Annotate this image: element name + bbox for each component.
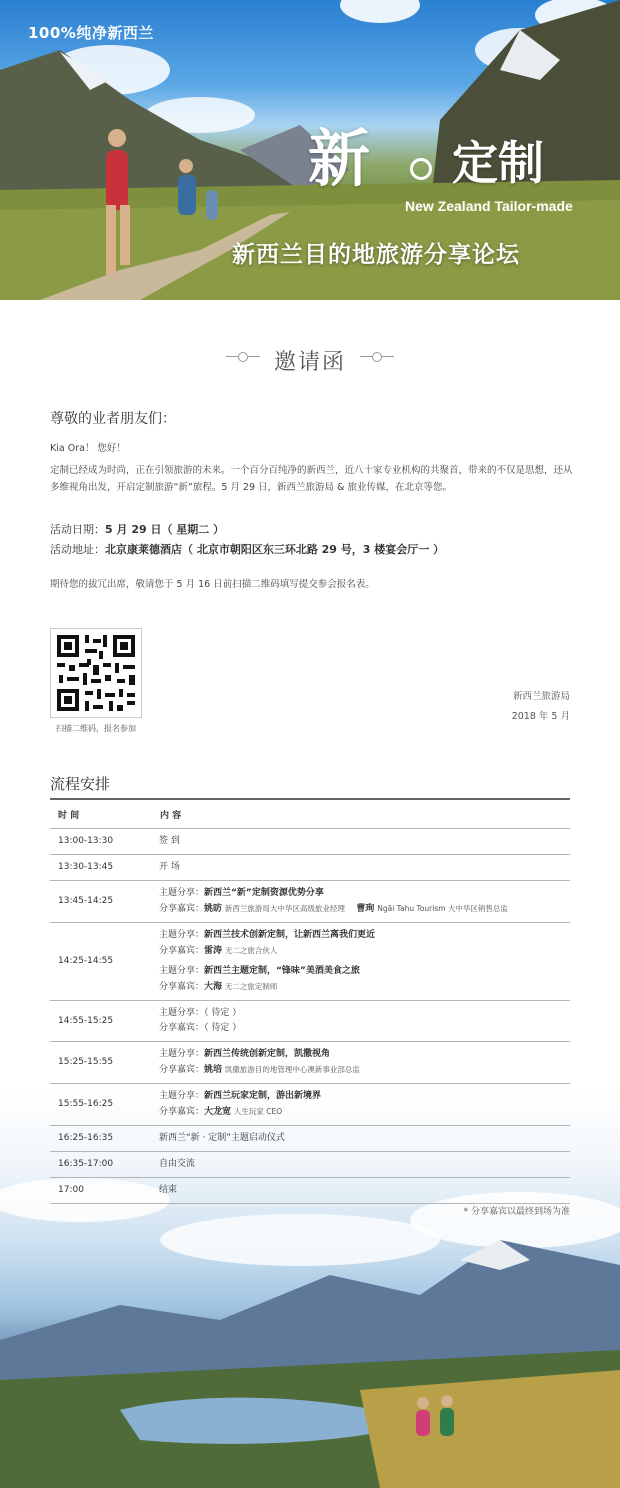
signature-date: 2018 年 5 月 [511, 711, 570, 722]
speaker-label: 分享嘉宾： [159, 982, 205, 992]
table-row [50, 1152, 570, 1178]
speaker-name: 大龙宽 [204, 1107, 232, 1117]
topic-label: 主题分享： [159, 1008, 205, 1018]
topic-title: 新西兰主题定制，“锋味”美酒美食之旅 [204, 966, 360, 976]
speaker-name: 雷涛 [204, 946, 223, 956]
topic-title: 新西兰玩家定制，游出新境界 [204, 1091, 322, 1101]
column-header-content: 内 容 [159, 799, 570, 829]
title-ornament-right-icon [360, 356, 394, 357]
place-label: 活动地址： [50, 543, 105, 556]
row-content: 新西兰“新 · 定制”主题启动仪式 [159, 1133, 285, 1143]
table-row [50, 1001, 570, 1042]
topic-label: 主题分享： [159, 888, 205, 898]
table-row [50, 829, 570, 855]
topic-label: 主题分享： [159, 1091, 205, 1101]
hello-line: Kia Ora！ 您好！ [50, 443, 126, 454]
row-content: 签 到 [159, 836, 180, 846]
speaker-label: 分享嘉宾： [159, 1023, 205, 1033]
table-row [50, 1126, 570, 1152]
row-content [159, 1084, 570, 1126]
schedule-note: * 分享嘉宾以最终到场为准 [463, 1207, 570, 1217]
speaker-title: 无二之旅合伙人 [224, 946, 278, 955]
qr-code-icon [51, 629, 141, 717]
hero-subtitle: 新西兰目的地旅游分享论坛 [232, 242, 520, 268]
rsvp-text: 期待您的拔冗出席，敬请您于 5 月 16 日前扫描二维码填写提交参会报名表。 [50, 579, 375, 590]
row-content: 结束 [159, 1185, 178, 1195]
speaker-title: 凯撒旅游目的地管理中心澳新事业部总监 [224, 1065, 360, 1074]
row-time: 16:25-16:35 [58, 1133, 114, 1143]
speaker-name: 姚昉 [204, 904, 223, 914]
row-time: 16:35-17:00 [58, 1159, 114, 1169]
row-content [159, 1042, 570, 1084]
row-time: 14:55-15:25 [58, 1015, 114, 1026]
column-header-time: 时 间 [50, 799, 159, 829]
topic-title: 新西兰“新”定制资源优势分享 [204, 888, 324, 898]
hero-banner [0, 0, 620, 300]
invitation-body: 定制已经成为时尚，正在引领旅游的未来。一个百分百纯净的新西兰，近八十家专业机构的共聚首，带来的不仅是思想，还从多维视角出发，开启定制旅游“新”旅程。5 月 29 日，新西兰旅游局 & 旅业传媒，在北京等您。 [50, 465, 573, 493]
topic-label: 主题分享： [159, 966, 205, 976]
speaker-title: 无二之旅定制师 [224, 982, 278, 991]
topic-title: 新西兰技术创新定制，让新西兰离我们更近 [204, 930, 376, 940]
speaker-name: 姚培 [204, 1065, 223, 1075]
speaker-label: 分享嘉宾： [159, 946, 205, 956]
registration-qr-code[interactable] [50, 628, 142, 718]
row-time: 13:00-13:30 [58, 836, 114, 846]
topic-label: 主题分享： [159, 1049, 205, 1059]
speaker-title: Ngāi Tahu Tourism 大中华区销售总监 [377, 904, 508, 913]
table-row [50, 881, 570, 923]
row-time: 17:00 [58, 1185, 84, 1195]
row-time: 15:55-16:25 [58, 1099, 114, 1109]
qr-caption: 扫描二维码，报名参加 [56, 724, 136, 733]
table-row [50, 855, 570, 881]
topic-label: 主题分享： [159, 930, 205, 940]
row-time: 13:30-13:45 [58, 862, 114, 872]
table-header-row [50, 799, 570, 829]
row-time: 15:25-15:55 [58, 1057, 114, 1067]
event-date [50, 521, 224, 537]
place-value: 北京康莱德酒店（ 北京市朝阳区东三环北路 29 号，3 楼宴会厅一 ） [105, 543, 445, 556]
schedule-title: 流程安排 [50, 775, 111, 793]
table-row [50, 1084, 570, 1126]
row-content [159, 923, 570, 1001]
koru-swirl-icon [410, 158, 432, 180]
topic-title: （ 待定 ） [204, 1008, 242, 1018]
speaker-label: 分享嘉宾： [159, 1065, 205, 1075]
date-label: 活动日期： [50, 523, 105, 536]
topic-title: 新西兰传统创新定制，凯撒视角 [204, 1049, 331, 1059]
logo-xin-character: 新 [308, 122, 371, 195]
speaker-name: 曹珣 [356, 904, 375, 914]
speaker-name: （ 待定 ） [204, 1023, 242, 1033]
speaker-title: 人生玩家 CEO [233, 1107, 283, 1116]
greeting: 尊敬的业者朋友们： [50, 411, 176, 427]
row-content: 自由交流 [159, 1159, 196, 1169]
row-content: 开 场 [159, 862, 180, 872]
row-content [159, 881, 570, 923]
logo-english-text: New Zealand Tailor-made [405, 198, 573, 214]
event-place [50, 541, 444, 557]
speaker-label: 分享嘉宾： [159, 1107, 205, 1117]
brand-logo-text: 100%纯净新西兰 [28, 24, 154, 42]
table-row [50, 1178, 570, 1204]
invitation-title: 邀请函 [273, 350, 346, 375]
speaker-name: 大海 [204, 982, 223, 992]
row-time: 14:25-14:55 [58, 956, 114, 966]
row-time: 13:45-14:25 [58, 896, 114, 906]
signature: 新西兰旅游局 [512, 691, 570, 702]
speaker-title: 新西兰旅游局大中华区高级旅业经理 [224, 904, 345, 913]
logo-dingzhi-text: 定制 [452, 136, 544, 190]
speaker-label: 分享嘉宾： [159, 904, 205, 914]
table-row [50, 1042, 570, 1084]
table-row [50, 923, 570, 1001]
date-value: 5 月 29 日（ 星期二 ） [105, 523, 225, 536]
schedule-table [50, 798, 570, 1204]
row-content [159, 1001, 570, 1042]
